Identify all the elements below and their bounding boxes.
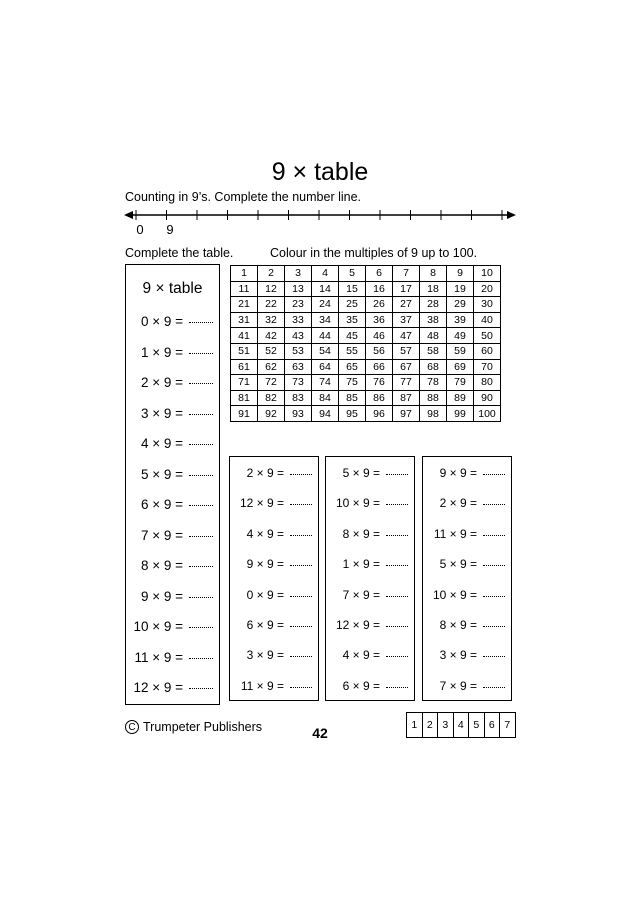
grid-cell[interactable]: 51 (231, 343, 258, 359)
equation-text: 12 × 9 = (335, 618, 380, 632)
answer-blank[interactable] (386, 656, 408, 657)
question-row (423, 648, 511, 670)
grid-row (231, 390, 501, 406)
question-row (230, 557, 318, 579)
question-row (326, 496, 414, 518)
grid-cell[interactable]: 75 (339, 375, 366, 391)
answer-blank[interactable] (386, 504, 408, 505)
grid-cell[interactable]: 7 (393, 266, 420, 282)
answer-blank[interactable] (386, 687, 408, 688)
times-table-row (126, 406, 219, 428)
equation-text: 2 × 9 = (439, 496, 477, 511)
grid-cell[interactable]: 9 (447, 266, 474, 282)
equation-text: 1 × 9 = (140, 344, 183, 360)
equation-text: 6 × 9 = (246, 618, 284, 632)
hundred-grid (230, 265, 501, 422)
number-line-label-0: 0 (136, 222, 144, 237)
grid-cell[interactable]: 50 (474, 328, 501, 344)
level-boxes (406, 712, 516, 738)
answer-blank[interactable] (189, 688, 213, 689)
grid-cell[interactable]: 72 (258, 375, 285, 391)
answer-blank[interactable] (290, 626, 312, 627)
equation-text: 12 × 9 = (133, 680, 183, 695)
grid-cell[interactable]: 1 (231, 266, 258, 282)
grid-cell[interactable]: 46 (366, 328, 393, 344)
grid-cell[interactable]: 17 (393, 281, 420, 297)
grid-cell[interactable]: 10 (474, 266, 501, 282)
grid-cell[interactable]: 52 (258, 343, 285, 359)
grid-cell[interactable]: 4 (312, 266, 339, 282)
equation-text: 0 × 9 = (140, 314, 183, 329)
answer-blank[interactable] (189, 353, 213, 354)
level-box: 4 (453, 713, 469, 738)
grid-cell[interactable]: 2 (258, 266, 285, 282)
question-row (230, 679, 318, 701)
equation-text: 5 × 9 = (140, 466, 183, 482)
answer-blank[interactable] (290, 535, 312, 536)
equation-text: 7 × 9 = (439, 678, 477, 693)
copyright (125, 720, 262, 734)
answer-blank[interactable] (483, 535, 505, 536)
question-row (423, 618, 511, 640)
equation-text: 0 × 9 = (246, 587, 284, 602)
question-row (423, 588, 511, 610)
question-row (326, 557, 414, 579)
grid-cell[interactable]: 38 (420, 312, 447, 328)
grid-cell[interactable]: 73 (285, 375, 312, 391)
table-instruction: Complete the table. (125, 246, 234, 260)
equation-text: 2 × 9 = (246, 466, 284, 480)
answer-blank[interactable] (483, 596, 505, 597)
grid-cell[interactable]: 34 (312, 312, 339, 328)
grid-row (231, 343, 501, 359)
equation-text: 6 × 9 = (140, 497, 183, 512)
grid-row (231, 328, 501, 344)
question-row (326, 466, 414, 488)
copyright-icon: C (125, 720, 139, 734)
answer-blank[interactable] (483, 626, 505, 627)
number-line (124, 207, 516, 223)
question-row (326, 618, 414, 640)
times-table-box (125, 264, 220, 705)
grid-row (231, 297, 501, 313)
grid-cell[interactable]: 91 (231, 406, 258, 422)
grid-cell[interactable]: 29 (447, 297, 474, 313)
grid-cell[interactable]: 60 (474, 343, 501, 359)
equation-text: 9 × 9 = (439, 466, 477, 480)
question-row (423, 527, 511, 549)
answer-blank[interactable] (386, 565, 408, 566)
times-table-row (126, 375, 219, 397)
answer-blank[interactable] (290, 656, 312, 657)
grid-cell[interactable]: 95 (339, 406, 366, 422)
question-row (230, 648, 318, 670)
grid-cell[interactable]: 53 (285, 343, 312, 359)
answer-blank[interactable] (189, 383, 213, 384)
answer-blank[interactable] (290, 565, 312, 566)
times-table-row (126, 467, 219, 489)
answer-blank[interactable] (386, 596, 408, 597)
equation-text: 12 × 9 = (239, 496, 284, 511)
grid-cell[interactable]: 14 (312, 281, 339, 297)
grid-cell[interactable]: 23 (285, 297, 312, 313)
equation-text: 2 × 9 = (140, 375, 183, 390)
grid-cell[interactable]: 78 (420, 375, 447, 391)
grid-cell[interactable]: 69 (447, 359, 474, 375)
level-box: 6 (484, 713, 500, 738)
grid-cell[interactable]: 18 (420, 281, 447, 297)
grid-cell[interactable]: 76 (366, 375, 393, 391)
equation-text: 4 × 9 = (342, 648, 380, 663)
grid-cell[interactable]: 82 (258, 390, 285, 406)
grid-cell[interactable]: 83 (285, 390, 312, 406)
times-table-row (126, 589, 219, 611)
grid-cell[interactable]: 24 (312, 297, 339, 313)
question-row (423, 496, 511, 518)
grid-cell[interactable]: 6 (366, 266, 393, 282)
equation-text: 4 × 9 = (246, 526, 284, 541)
grid-cell[interactable]: 99 (447, 406, 474, 422)
grid-cell[interactable]: 100 (474, 406, 501, 422)
grid-cell[interactable]: 66 (366, 359, 393, 375)
times-table-row (126, 314, 219, 336)
answer-blank[interactable] (386, 474, 408, 475)
times-table-title: 9 × table (142, 280, 203, 297)
grid-cell[interactable]: 22 (258, 297, 285, 313)
answer-blank[interactable] (290, 596, 312, 597)
grid-cell[interactable]: 88 (420, 390, 447, 406)
grid-cell[interactable]: 94 (312, 406, 339, 422)
equation-text: 3 × 9 = (439, 648, 477, 663)
grid-cell[interactable]: 19 (447, 281, 474, 297)
equation-text: 8 × 9 = (439, 618, 477, 632)
level-box: 3 (438, 713, 454, 738)
grid-cell[interactable]: 54 (312, 343, 339, 359)
question-row (326, 648, 414, 670)
grid-row (231, 266, 501, 282)
question-row (326, 527, 414, 549)
answer-blank[interactable] (189, 414, 213, 415)
grid-cell[interactable]: 42 (258, 328, 285, 344)
publisher-name: Trumpeter Publishers (143, 720, 263, 734)
grid-cell[interactable]: 59 (447, 343, 474, 359)
answer-blank[interactable] (483, 474, 505, 475)
times-table-row (126, 497, 219, 519)
answer-blank[interactable] (189, 322, 213, 323)
times-table-row (126, 619, 219, 641)
answer-blank[interactable] (189, 475, 213, 476)
times-table-row (126, 650, 219, 672)
grid-cell[interactable]: 35 (339, 312, 366, 328)
answer-blank[interactable] (189, 505, 213, 506)
grid-cell[interactable]: 71 (231, 375, 258, 391)
answer-blank[interactable] (483, 565, 505, 566)
question-row (423, 679, 511, 701)
question-row (230, 496, 318, 518)
grid-cell[interactable]: 13 (285, 281, 312, 297)
answer-blank[interactable] (483, 687, 505, 688)
grid-cell[interactable]: 43 (285, 328, 312, 344)
grid-cell[interactable]: 44 (312, 328, 339, 344)
grid-cell[interactable]: 41 (231, 328, 258, 344)
answer-blank[interactable] (290, 687, 312, 688)
times-table-row (126, 558, 219, 580)
equation-text: 10 × 9 = (432, 587, 477, 602)
grid-row (231, 281, 501, 297)
equation-text: 7 × 9 = (140, 527, 183, 543)
grid-cell[interactable]: 96 (366, 406, 393, 422)
equation-text: 1 × 9 = (342, 557, 380, 572)
grid-cell[interactable]: 86 (366, 390, 393, 406)
grid-cell[interactable]: 97 (393, 406, 420, 422)
grid-cell[interactable]: 32 (258, 312, 285, 328)
question-row (326, 679, 414, 701)
answer-blank[interactable] (189, 627, 213, 628)
question-row (230, 618, 318, 640)
grid-cell[interactable]: 56 (366, 343, 393, 359)
grid-cell[interactable]: 40 (474, 312, 501, 328)
grid-cell[interactable]: 85 (339, 390, 366, 406)
equation-text: 11 × 9 = (240, 678, 284, 693)
grid-cell[interactable]: 21 (231, 297, 258, 313)
equation-text: 6 × 9 = (342, 678, 380, 693)
answer-blank[interactable] (483, 504, 505, 505)
answer-blank[interactable] (189, 658, 213, 659)
times-table-row (126, 528, 219, 550)
equation-text: 3 × 9 = (246, 648, 284, 663)
grid-cell[interactable]: 27 (393, 297, 420, 313)
grid-cell[interactable]: 47 (393, 328, 420, 344)
grid-cell[interactable]: 68 (420, 359, 447, 375)
question-box-3 (422, 456, 512, 701)
grid-cell[interactable]: 92 (258, 406, 285, 422)
grid-row (231, 312, 501, 328)
answer-blank[interactable] (189, 536, 213, 537)
grid-cell[interactable]: 28 (420, 297, 447, 313)
grid-cell[interactable]: 90 (474, 390, 501, 406)
times-table-row (126, 345, 219, 367)
grid-cell[interactable]: 36 (366, 312, 393, 328)
grid-cell[interactable]: 84 (312, 390, 339, 406)
level-box: 7 (500, 713, 516, 738)
equation-text: 8 × 9 = (342, 526, 380, 541)
level-box: 2 (422, 713, 438, 738)
grid-cell[interactable]: 25 (339, 297, 366, 313)
answer-blank[interactable] (290, 474, 312, 475)
equation-text: 9 × 9 = (246, 557, 284, 572)
grid-cell[interactable]: 89 (447, 390, 474, 406)
answer-blank[interactable] (189, 566, 213, 567)
grid-cell[interactable]: 57 (393, 343, 420, 359)
grid-cell[interactable]: 55 (339, 343, 366, 359)
equation-text: 11 × 9 = (433, 526, 477, 541)
answer-blank[interactable] (483, 656, 505, 657)
grid-cell[interactable]: 31 (231, 312, 258, 328)
grid-cell[interactable]: 16 (366, 281, 393, 297)
equation-text: 5 × 9 = (439, 557, 477, 572)
equation-text: 8 × 9 = (140, 558, 183, 573)
question-row (423, 466, 511, 488)
equation-text: 4 × 9 = (140, 436, 183, 451)
equation-text: 11 × 9 = (134, 649, 183, 665)
number-line-label-9: 9 (166, 222, 174, 237)
answer-blank[interactable] (189, 444, 213, 445)
grid-cell[interactable]: 49 (447, 328, 474, 344)
question-box-2 (325, 456, 415, 701)
answer-blank[interactable] (386, 535, 408, 536)
answer-blank[interactable] (189, 597, 213, 598)
grid-cell[interactable]: 15 (339, 281, 366, 297)
equation-text: 10 × 9 = (133, 619, 183, 634)
level-box: 5 (469, 713, 485, 738)
grid-cell[interactable]: 58 (420, 343, 447, 359)
question-row (230, 466, 318, 488)
grid-cell[interactable]: 30 (474, 297, 501, 313)
grid-cell[interactable]: 26 (366, 297, 393, 313)
level-box: 1 (407, 713, 423, 738)
grid-instruction: Colour in the multiples of 9 up to 100. (270, 246, 478, 260)
grid-cell[interactable]: 67 (393, 359, 420, 375)
question-row (326, 588, 414, 610)
equation-text: 9 × 9 = (140, 588, 183, 604)
grid-cell[interactable]: 81 (231, 390, 258, 406)
grid-row (231, 359, 501, 375)
page-number: 42 (312, 725, 328, 741)
grid-cell[interactable]: 87 (393, 390, 420, 406)
grid-cell[interactable]: 61 (231, 359, 258, 375)
grid-cell[interactable]: 64 (312, 359, 339, 375)
question-row (230, 588, 318, 610)
question-row (423, 557, 511, 579)
grid-cell[interactable]: 33 (285, 312, 312, 328)
grid-cell[interactable]: 70 (474, 359, 501, 375)
equation-text: 7 × 9 = (342, 587, 380, 602)
grid-cell[interactable]: 5 (339, 266, 366, 282)
grid-cell[interactable]: 48 (420, 328, 447, 344)
grid-cell[interactable]: 98 (420, 406, 447, 422)
number-line-instruction: Counting in 9’s. Complete the number line. (125, 190, 362, 204)
grid-cell[interactable]: 8 (420, 266, 447, 282)
question-box-1 (229, 456, 319, 701)
grid-cell[interactable]: 39 (447, 312, 474, 328)
grid-cell[interactable]: 62 (258, 359, 285, 375)
grid-cell[interactable]: 93 (285, 406, 312, 422)
grid-cell[interactable]: 20 (474, 281, 501, 297)
equation-text: 3 × 9 = (140, 405, 183, 421)
times-table-row (126, 436, 219, 458)
page-title: 9 × table (271, 158, 369, 186)
grid-row (231, 375, 501, 391)
answer-blank[interactable] (290, 504, 312, 505)
grid-cell[interactable]: 63 (285, 359, 312, 375)
grid-cell[interactable]: 3 (285, 266, 312, 282)
answer-blank[interactable] (386, 626, 408, 627)
question-row (230, 527, 318, 549)
equation-text: 5 × 9 = (342, 466, 380, 480)
grid-row (231, 406, 501, 422)
grid-cell[interactable]: 80 (474, 375, 501, 391)
grid-cell[interactable]: 65 (339, 359, 366, 375)
grid-cell[interactable]: 79 (447, 375, 474, 391)
grid-cell[interactable]: 77 (393, 375, 420, 391)
grid-cell[interactable]: 12 (258, 281, 285, 297)
grid-cell[interactable]: 45 (339, 328, 366, 344)
times-table-row (126, 680, 219, 702)
grid-cell[interactable]: 37 (393, 312, 420, 328)
equation-text: 10 × 9 = (335, 496, 380, 511)
grid-cell[interactable]: 11 (231, 281, 258, 297)
grid-cell[interactable]: 74 (312, 375, 339, 391)
